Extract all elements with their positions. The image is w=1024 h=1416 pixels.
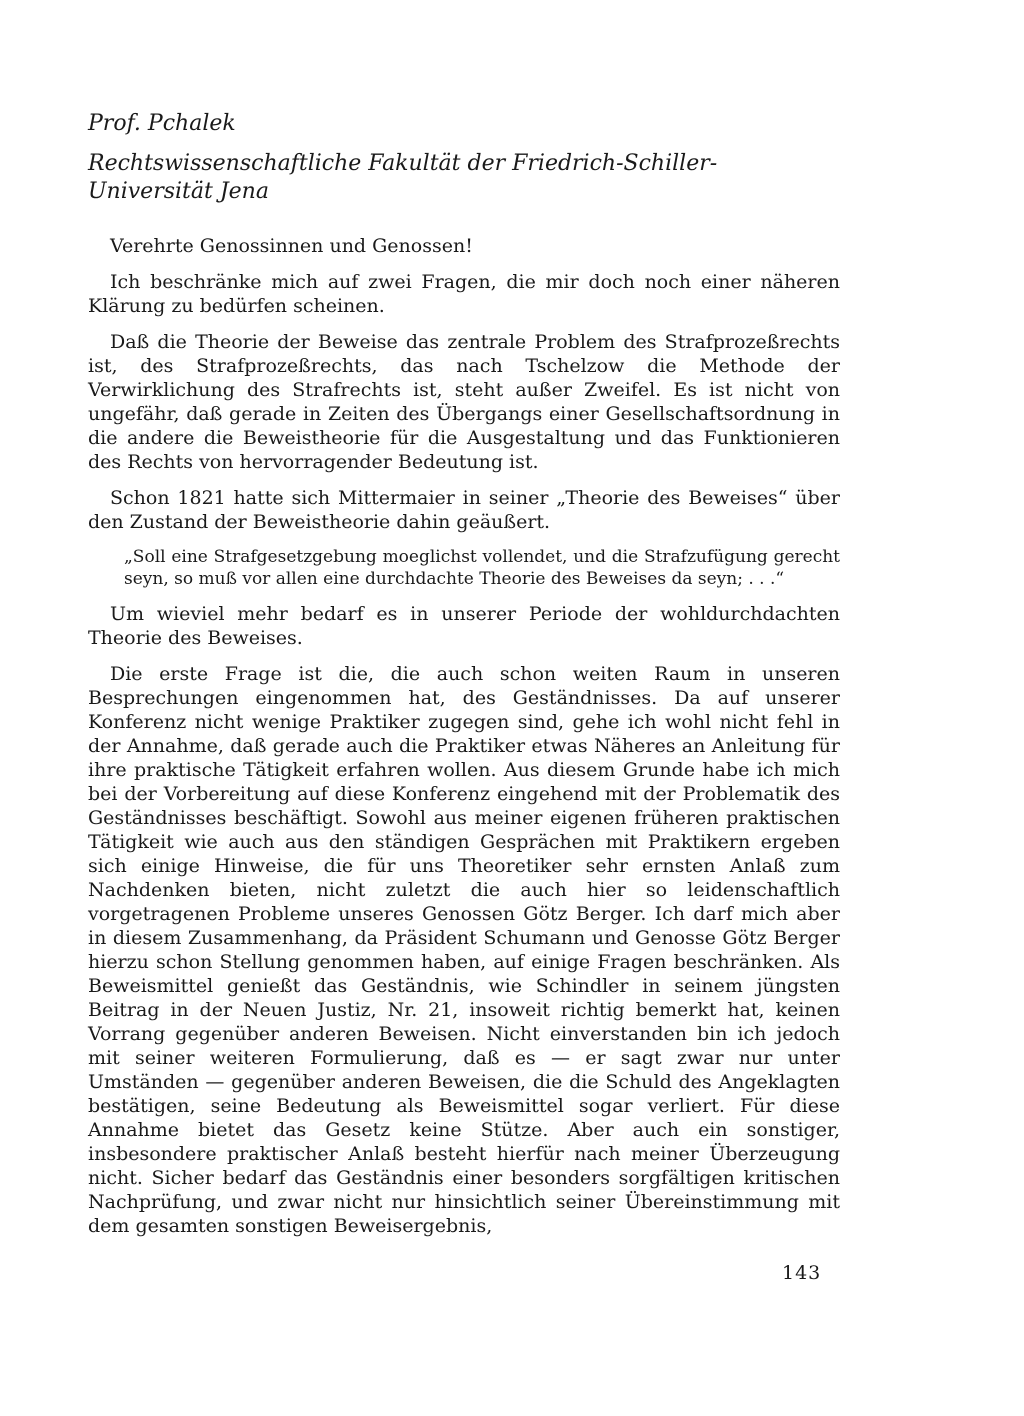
- page-number: 143: [782, 1262, 822, 1284]
- paragraph: Um wieviel mehr bedarf es in unserer Periode der wohldurchdachten Theorie des Beweises.: [88, 603, 840, 649]
- affiliation-heading: Rechtswissenschaftliche Fakultät der Friedrich-Schiller-Universität Jena: [88, 151, 718, 204]
- paragraph: Daß die Theorie der Beweise das zentrale Problem des Strafprozeßrechts ist, des Strafprozeßrechts, das nach Tschelzow die Methode der Verwirklichung des Strafrechts ist, steht außer Zweifel. Es ist nicht von ungefähr, daß gerade in Zeiten des Übergangs einer Gesellschaftsordnung in die andere die Beweistheorie für die Ausgestaltung und das Funktionieren des Rechts von hervorragender Bedeutung ist.: [88, 331, 840, 473]
- document-page: [88, 110, 840, 1400]
- paragraph: Schon 1821 hatte sich Mittermaier in seiner „Theorie des Beweises“ über den Zustand der Beweistheorie dahin geäußert.: [88, 487, 840, 533]
- block-quote: „Soll eine Strafgesetzgebung moeglichst vollendet, und die Strafzufügung gerecht seyn, so muß vor allen eine durchdachte Theorie des Beweises da seyn; . . .“: [124, 547, 840, 589]
- salutation: Verehrte Genossinnen und Genossen!: [110, 235, 473, 257]
- author-heading: Prof. Pchalek: [88, 111, 236, 136]
- paragraph: Die erste Frage ist die, die auch schon weiten Raum in unseren Besprechungen eingenommen hat, des Geständnisses. Da auf unserer Konferenz nicht wenige Praktiker zugegen sind, gehe ich wohl nicht fehl in der Annahme, daß gerade auch die Praktiker etwas Näheres an Anleitung für ihre praktische Tätigkeit erfahren wollen. Aus diesem Grunde habe ich mich bei der Vorbereitung auf diese Konferenz eingehend mit der Problematik des Geständnisses beschäftigt. Sowohl aus meiner eigenen früheren praktischen Tätigkeit wie auch aus den ständigen Gesprächen mit Praktikern ergeben sich einige Hinweise, die für uns Theoretiker sehr ernsten Anlaß zum Nachdenken bieten, nicht zuletzt die auch hier so leidenschaftlich vorgetragenen Probleme unseres Genossen Götz Berger. Ich darf mich aber in diesem Zusammenhang, da Präsident Schumann und Genosse Götz Berger hierzu schon Stellung genommen haben, auf einige Fragen beschränken. Als Beweismittel genießt das Geständnis, wie Schindler in seinem jüngsten Beitrag in der Neuen Justiz, Nr. 21, insoweit richtig bemerkt hat, keinen Vorrang gegenüber anderen Beweisen. Nicht einverstanden bin ich jedoch mit seiner weiteren Formulierung, daß es — er sagt zwar nur unter Umständen — gegenüber anderen Beweisen, die die Schuld des Angeklagten bestätigen, seine Bedeutung als Beweismittel sogar verliert. Für diese Annahme bietet das Gesetz keine Stütze. Aber auch ein sonstiger, insbesondere praktischer Anlaß besteht hierfür nach meiner Überzeugung nicht. Sicher bedarf das Geständnis einer besonders sorgfältigen kritischen Nachprüfung, und zwar nicht nur hinsichtlich seiner Übereinstimmung mit dem gesamten sonstigen Beweisergebnis,: [88, 663, 840, 1237]
- paragraph: Ich beschränke mich auf zwei Fragen, die mir doch noch einer näheren Klärung zu bedürfen scheinen.: [88, 271, 840, 317]
